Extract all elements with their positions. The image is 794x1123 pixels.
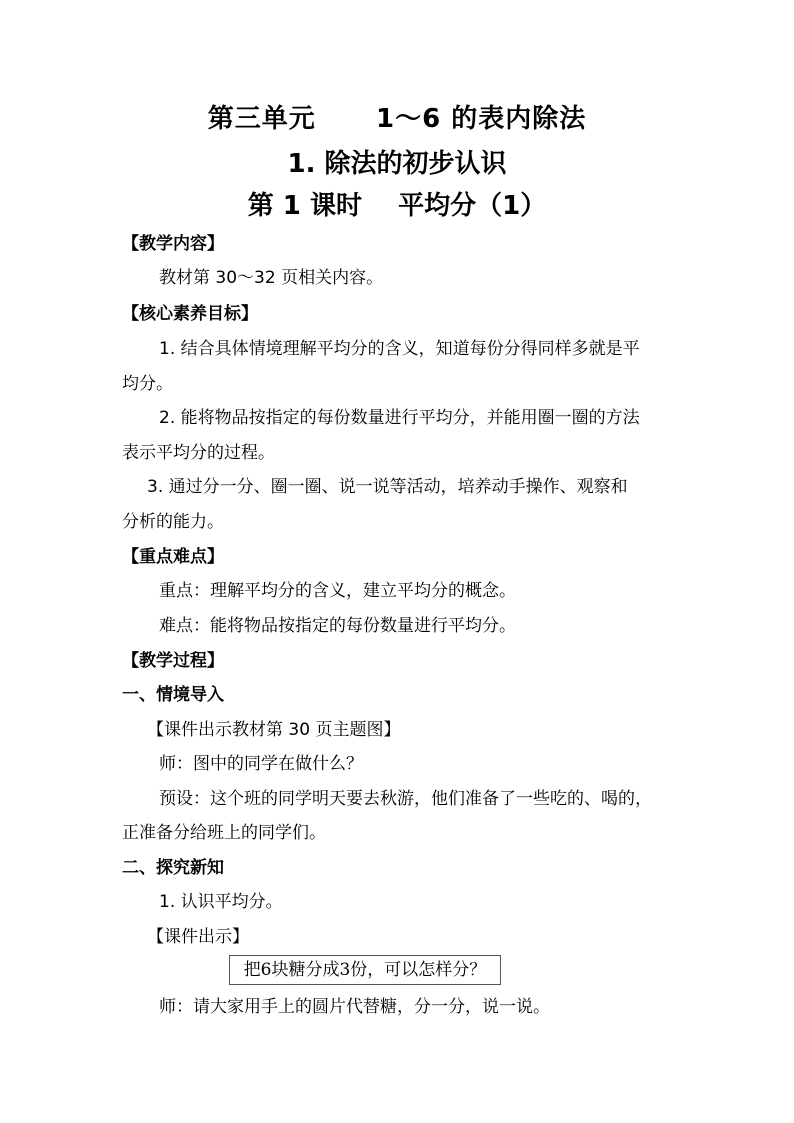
goal2-line2: 表示平均分的过程。 — [122, 443, 275, 463]
part1-preset-line1: 预设：这个班的同学明天要去秋游，他们准备了一些吃的、喝的， — [159, 789, 652, 809]
part2-teacher: 师：请大家用手上的圆片代替糖，分一分，说一说。 — [159, 997, 550, 1017]
difficult-point-text: 难点：能将物品按指定的每份数量进行平均分。 — [159, 616, 516, 636]
unit-title: 第三单元 1～6 的表内除法 — [207, 104, 587, 134]
part2-heading: 二、探究新知 — [122, 858, 224, 878]
goal1-line2: 均分。 — [122, 374, 173, 394]
teaching-content-text: 教材第 30～32 页相关内容。 — [159, 268, 384, 288]
goal1-line1: 1. 结合具体情境理解平均分的含义，知道每份分得同样多就是平 — [159, 339, 640, 359]
part1-courseware: 【课件出示教材第 30 页主题图】 — [147, 720, 401, 740]
part2-item1: 1. 认识平均分。 — [159, 892, 283, 912]
part1-teacher: 师：图中的同学在做什么？ — [159, 754, 363, 774]
key-points-heading: 【重点难点】 — [122, 547, 224, 567]
part1-heading: 一、情境导入 — [122, 685, 224, 705]
teaching-content-heading: 【教学内容】 — [122, 234, 224, 254]
goals-heading: 【核心素养目标】 — [122, 304, 258, 324]
section-title: 1. 除法的初步认识 — [287, 149, 507, 179]
part1-preset-line2: 正准备分给班上的同学们。 — [122, 823, 326, 843]
goal3-line1: 3. 通过分一分、圈一圈、说一说等活动，培养动手操作、观察和 — [147, 477, 628, 497]
courseware-question-box: 把6块糖分成3份，可以怎样分？ — [229, 955, 501, 985]
key-point-text: 重点：理解平均分的含义，建立平均分的概念。 — [159, 581, 516, 601]
goal3-line2: 分析的能力。 — [122, 512, 224, 532]
lesson-title: 第 1 课时 平均分（1） — [247, 191, 547, 221]
process-heading: 【教学过程】 — [122, 651, 224, 671]
part2-courseware: 【课件出示】 — [147, 927, 249, 947]
goal2-line1: 2. 能将物品按指定的每份数量进行平均分，并能用圈一圈的方法 — [159, 408, 640, 428]
